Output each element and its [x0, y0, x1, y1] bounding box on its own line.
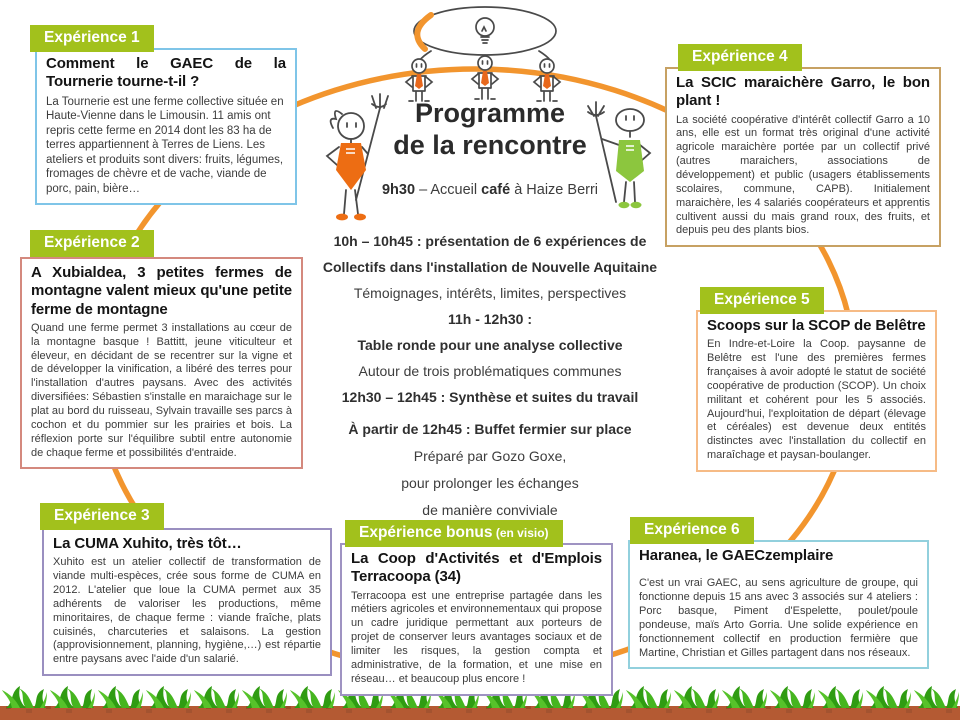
- experience-3-body: Xuhito est un atelier collectif de transformation de viande multi-espèces, crée sous forme de CUMA en 2012. L'atelier que loue la CUMA permet aux 35 adhérents de valoriser les productions, même minoritaires, de chaque ferme : viande fraîche, plats cuisinés, charcuteries et salaisons. La gestion (approvisionnement, planning, hygiène,…) est répartie entre paysans avec l'aide d'un salarié.: [53, 556, 321, 666]
- welcome-end: à Haize Berri: [510, 182, 599, 198]
- experience-6-title: Haranea, le GAECzemplaire: [639, 547, 834, 564]
- buffet-item: de manière conviviale: [422, 502, 558, 518]
- experience-2-body: Quand une ferme permet 3 installations au cœur de la montagne basque ! Battitt, jeune viticulteur et éleveur, en décidant de se recentrer sur la vigne et de développer la vinification, a libéré des terres pour l'installation d'autres paysans. Avec des activités diversifiées: Sébastien s'installe en maraichage sur le plat au bord du ruisseau, Sylvain travaille ses parcs à cochon et du pommier sur les prairies et bois. La réflexion porte sur l'équilibre subtil entre autonomie de chaque ferme et possibilités d'entraide.: [31, 321, 292, 459]
- experience-bonus-label-text: Expérience bonus: [359, 524, 493, 541]
- buffet-item: À partir de 12h45 : Buffet fermier sur place: [348, 421, 632, 437]
- experience-bonus-title: La Coop d'Activités et d'Emplois Terracoopa (34): [351, 550, 602, 586]
- page-title: [310, 98, 670, 162]
- experience-bonus-box: [340, 543, 613, 696]
- buffet-block: [290, 416, 690, 524]
- experience-bonus-label: [345, 520, 563, 547]
- experience-5-label-text: Expérience 5: [714, 291, 810, 308]
- welcome-highlight: café: [481, 182, 511, 198]
- experience-4-label: [678, 44, 802, 71]
- brainstorm-figures-illustration: [395, 4, 575, 106]
- schedule-item: Témoignages, intérêts, limites, perspectives: [353, 285, 627, 301]
- buffet-item: Préparé par Gozo Goxe,: [413, 448, 567, 464]
- experience-2-label: [30, 230, 154, 257]
- page-title-line1: Programme: [414, 98, 566, 128]
- experience-2-title: A Xubialdea, 3 petites fermes de montagne valent mieux qu'une petite ferme de montagne: [31, 264, 292, 318]
- schedule-list: [290, 228, 690, 410]
- buffet-item: pour prolonger les échanges: [401, 475, 579, 491]
- experience-bonus-body: Terracoopa est une entreprise partagée dans les métiers agricoles et environnementaux qui propose un cadre juridique permettant aux porteurs de projet de conserver leurs avantages sociaux et de limiter les risques, la gestion compta et administrative, de la formation, et une mise en réseau… et beaucoup plus encore !: [351, 589, 602, 685]
- schedule-item: Collectifs dans l'installation de Nouvelle Aquitaine: [322, 259, 658, 275]
- page-title-line2: de la rencontre: [393, 129, 587, 160]
- welcome-line: [300, 182, 680, 198]
- experience-3-label-text: Expérience 3: [54, 507, 150, 524]
- experience-5-label: [700, 287, 824, 314]
- schedule-item: 12h30 – 12h45 : Synthèse et suites du travail: [341, 389, 639, 405]
- experience-3-title: La CUMA Xuhito, très tôt…: [53, 535, 242, 552]
- experience-6-label: [630, 517, 754, 544]
- experience-4-box: [665, 67, 941, 247]
- experience-bonus-label-suffix: (en visio): [492, 526, 549, 540]
- schedule-item: Autour de trois problématiques communes: [358, 363, 622, 379]
- experience-5-box: [696, 310, 937, 472]
- experience-4-label-text: Expérience 4: [692, 48, 788, 65]
- experience-3-box: [42, 528, 332, 676]
- experience-1-body: La Tournerie est une ferme collective située en Haute-Vienne dans le Limousin. 11 amis ont repris cette ferme en 2014 dont les 83 ha de terres appartiennent à Terres de Liens. Les ateliers et produits sont divers: fruits, légumes, fromages de chèvre et de vache, viande de porc, pain, bière…: [46, 95, 284, 195]
- welcome-mid: – Accueil: [415, 182, 482, 198]
- experience-4-body: La société coopérative d'intérêt collectif Garro a 10 ans, elle est un format très original d'une activité agricole maraichère portée par un collectif privé (autres maraichers, associations de développement) et public (usagers établissements scolaires, commune, CAPB). Initialement maraichère, les 4 salariés coopérateurs et apprentis cultivent aussi du mais grand roux, des fruits, et depuis peu des plants bios.: [676, 113, 930, 237]
- experience-5-body: En Indre-et-Loire la Coop. paysanne de Belêtre est l'une des premières fermes françaises à avoir adopté le statut de société coopérative de production (SCOP). Un choix militant et cohérent pour les 5 associés. Aujourd'hui, l'exploitation de départ (élevage et céréales) est devenue deux entités distinctes avec l'installation du collectif en maraîchage et paysan-boulanger.: [707, 338, 926, 462]
- schedule-item: Table ronde pour une analyse collective: [357, 337, 623, 353]
- experience-6-body: C'est un vrai GAEC, au sens agriculture de groupe, qui fonctionne depuis 15 ans avec 3 associés sur 4 ateliers : Porc basque, Piment d'Espelette, poulet/poule pondeuse, maïs Arto Gorria. Une solide expérience en fonctionnement collectif en production fermière que Martine, Christian et Gilles partagent dans nos réseaux.: [639, 577, 918, 659]
- schedule-item: 11h - 12h30 :: [447, 311, 533, 327]
- experience-5-title: Scoops sur la SCOP de Belêtre: [707, 317, 926, 334]
- experience-4-title: La SCIC maraichère Garro, le bon plant !: [676, 74, 930, 110]
- welcome-time: 9h30: [381, 182, 416, 198]
- experience-2-label-text: Expérience 2: [44, 234, 140, 251]
- experience-3-label: [40, 503, 164, 530]
- schedule-item: 10h – 10h45 : présentation de 6 expériences de: [333, 233, 647, 249]
- experience-2-box: [20, 257, 303, 469]
- experience-1-label: [30, 25, 154, 52]
- experience-1-title: Comment le GAEC de la Tournerie tourne-t-il ?: [46, 55, 286, 91]
- experience-6-label-text: Expérience 6: [644, 521, 740, 538]
- experience-6-box: [628, 540, 929, 669]
- experience-1-label-text: Expérience 1: [44, 29, 140, 46]
- experience-1-box: [35, 48, 297, 205]
